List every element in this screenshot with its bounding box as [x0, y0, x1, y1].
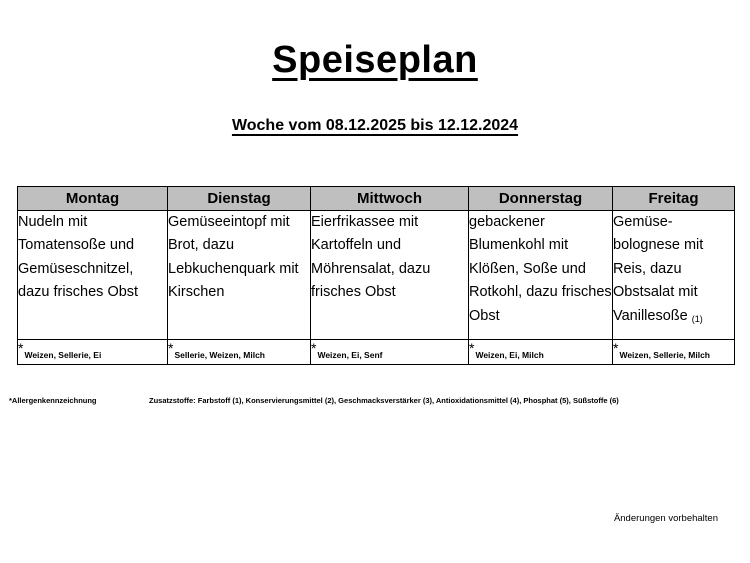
column-header-freitag: Freitag — [613, 187, 735, 211]
allergen-cell-montag — [18, 340, 168, 365]
table-header-row — [18, 187, 735, 211]
meal-text-freitag: Gemüse-bolognese mit Reis, dazu Obstsalat mit Vanillesoße — [613, 214, 704, 324]
weekly-menu-table — [17, 186, 735, 365]
column-header-montag: Montag — [18, 187, 168, 211]
allergen-asterisk-icon: * — [469, 340, 475, 356]
allergen-text-donnerstag: Weizen, Ei, Milch — [475, 350, 544, 360]
meal-text-dienstag: Gemüseeintopf mit Brot, dazu Lebkuchenquark mit Kirschen — [168, 214, 299, 301]
meal-text-mittwoch: Eierfrikassee mit Kartoffeln und Möhrensalat, dazu frisches Obst — [311, 214, 431, 301]
allergen-text-freitag: Weizen, Sellerie, Milch — [619, 350, 710, 360]
allergen-cell-freitag — [613, 340, 735, 365]
allergen-cell-dienstag — [168, 340, 311, 365]
column-header-donnerstag: Donnerstag — [469, 187, 613, 211]
allergen-asterisk-icon: * — [613, 340, 619, 356]
disclaimer-note: Änderungen vorbehalten — [613, 513, 718, 524]
allergen-legend: *Allergenkennzeichnung — [9, 396, 97, 405]
week-range-subtitle: Woche vom 08.12.2025 bis 12.12.2024 — [231, 117, 519, 134]
page-title: Speiseplan — [272, 39, 478, 81]
meal-text-donnerstag: gebackener Blumenkohl mit Klößen, Soße und Rotkohl, dazu frisches Obst — [469, 214, 612, 324]
meal-additive-freitag: (1) — [691, 313, 703, 324]
meal-row — [18, 211, 735, 340]
allergen-asterisk-icon: * — [168, 340, 174, 356]
meal-cell-dienstag — [168, 211, 311, 340]
allergen-asterisk-icon: * — [311, 340, 317, 356]
column-header-dienstag: Dienstag — [168, 187, 311, 211]
meal-cell-donnerstag — [469, 211, 613, 340]
allergen-cell-donnerstag — [469, 340, 613, 365]
additives-legend: Zusatzstoffe: Farbstoff (1), Konservierungsmittel (2), Geschmacksverstärker (3), Antioxidationsmittel (4), Phosphat (5), Süßstoffe (6) — [149, 396, 619, 405]
column-header-mittwoch: Mittwoch — [311, 187, 469, 211]
allergen-text-dienstag: Sellerie, Weizen, Milch — [174, 350, 265, 360]
allergen-cell-mittwoch — [311, 340, 469, 365]
meal-cell-freitag — [613, 211, 735, 340]
meal-text-montag: Nudeln mit Tomatensoße und Gemüseschnitzel, dazu frisches Obst — [18, 214, 139, 301]
allergen-row — [18, 340, 735, 365]
allergen-text-montag: Weizen, Sellerie, Ei — [24, 350, 102, 360]
allergen-asterisk-icon: * — [18, 340, 24, 356]
meal-cell-montag — [18, 211, 168, 340]
meal-cell-mittwoch — [311, 211, 469, 340]
allergen-text-mittwoch: Weizen, Ei, Senf — [317, 350, 383, 360]
